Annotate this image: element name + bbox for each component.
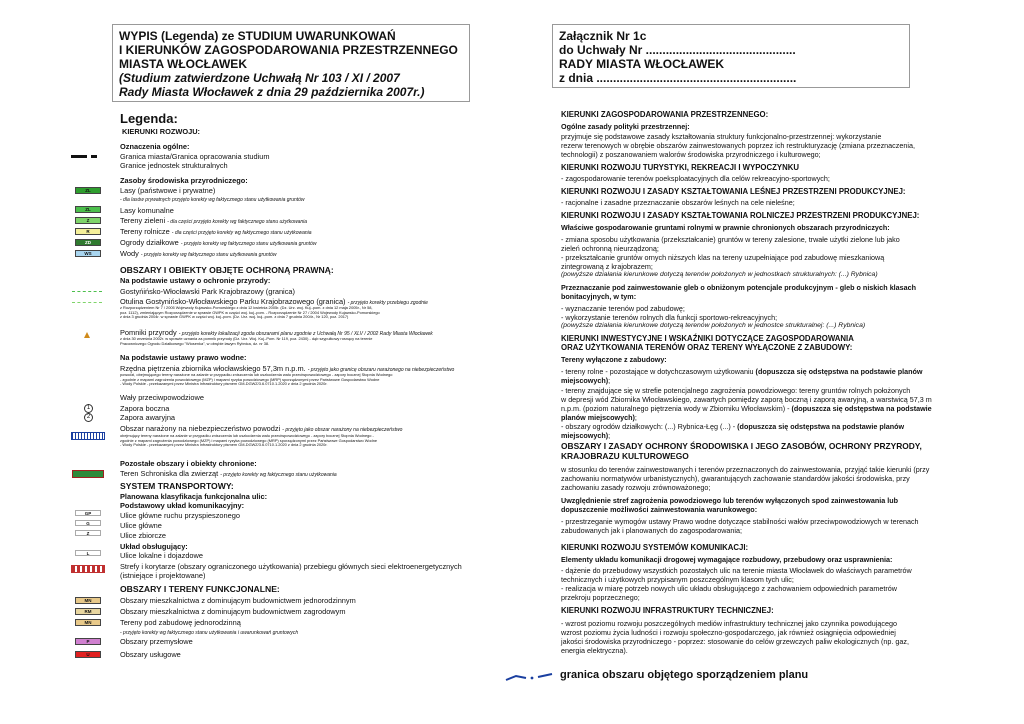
uwzglednienie-text-2: zabudowanych jak i planowanych do zagospodarowania;: [561, 526, 743, 535]
pomnik-note-3: Pracowniczego Ogrodu Działkowego "Wiosenka", w obrębie ławym Rybnica, dz. nr 38.: [120, 340, 270, 346]
plan-boundary-line-icon: [504, 670, 554, 684]
attachment-line-4: z dnia ............................................................: [559, 71, 797, 85]
w2-bold: (dopuszcza się odstępstwa na podstawie: [791, 404, 932, 413]
podstawowy-label: Podstawowy układ komunikacyjny:: [120, 501, 245, 510]
schronisko-symbol: [72, 470, 104, 478]
infrastruktura-text-3: jakości środowiska przyrodniczego - poprzez: stosowanie do celów grzewczych paliw ekologicznych (np. gaz,: [561, 637, 909, 646]
title-line-4: (Studium zatwierdzone Uchwałą Nr 103 / XI / 2007: [119, 71, 400, 85]
symbol-r: R: [75, 228, 101, 235]
title-line-2: I KIERUNKÓW ZAGOSPODAROWANIA PRZESTRZENNEGO: [119, 43, 458, 57]
park-label: Gostyńińsko-Włocławski Park Krajobrazowy (granica): [120, 287, 295, 296]
inwest-heading-1: KIERUNKI INWESTYCYJNE I WSKAŹNIKI DOTYCZĄCE ZAGOSPODAROWANIA: [561, 334, 854, 343]
ogrody-note: - przyjęto korekty wg faktycznego stanu użytkowania gruntów: [180, 241, 317, 247]
legend-title-box: [112, 24, 470, 102]
lasy-note: [120, 195, 305, 205]
ogrody-row: [120, 238, 316, 249]
p-label: Obszary przemysłowe: [120, 637, 193, 646]
tereny-zieleni-row: [120, 216, 307, 227]
flood-zone-symbol: [71, 432, 105, 440]
symbol-u: U: [75, 651, 101, 658]
attachment-line-3: RADY MIASTA WŁOCŁAWEK: [559, 57, 725, 71]
lasy-komunalne-label: Lasy komunalne: [120, 206, 174, 215]
pomnik-note-1: - przyjęto korekty lokalizacji zgoda obszarami planu zgodnie z Uchwałą Nr 95 / XLV / 2002 Rady Miasta Włocławek: [178, 331, 433, 337]
symbol-z: Z: [75, 217, 101, 224]
infrastruktura-text-2: wzrost poziomu życia ludności i rozwoju społeczno-gospodarczego, jak również osiągnięcia odpowiedniej: [561, 628, 896, 637]
symbol-l: L: [75, 550, 101, 556]
wylaczone-label: Tereny wyłączone z zabudowy:: [561, 355, 667, 364]
wylaczone-1-line-2: [561, 377, 610, 386]
rolna-text-4: zintegrowaną z krajobrazem;: [561, 262, 653, 271]
ogolne-text-1: przyjmuje się podstawowe zasady kształtowania struktury funkcjonalno-przestrzennej: wykorzystanie: [561, 132, 882, 141]
symbol-ws: WS: [75, 250, 101, 257]
symbol-zl: ZL: [75, 187, 101, 194]
tereny-rolnicze-note: - dla części przyjęto korekty wg faktycznego stanu użytkowania: [171, 230, 312, 236]
komunikacji-text-1: - dążenie do przebudowy wszystkich pozostałych ulic na terenie miasta Włocławek do właściwych parametrów: [561, 566, 912, 575]
symbol-mn: MN: [75, 597, 101, 604]
wody-row: [120, 249, 276, 260]
lasy-label: Lasy (państwowe i prywatne): [120, 186, 216, 195]
title-line-5: Rady Miasta Włocławek z dnia 29 października 2007r.): [119, 85, 425, 99]
srodowisko-text-1: w stosunku do terenów zainwestowanych i terenów przeznaczonych do zainwestowania, przyjąć takie kierunki (przy: [561, 465, 930, 474]
obszary-funkcjonalne-heading: OBSZARY I TERENY FUNKCJONALNE:: [120, 584, 280, 594]
schronisko-row: [120, 469, 337, 480]
przeznaczanie-text-2: - wykorzystanie terenów rolnych dla funkcji sportowo-rekreacyjnych;: [561, 313, 778, 322]
wylaczone-3-line-1: [561, 423, 904, 432]
pomnik-label: Pomniki przyrody: [120, 328, 177, 337]
wylaczone-3-line-2: [561, 432, 610, 441]
kierunki-rozwoju-label: KIERUNKI ROZWOJU:: [122, 127, 201, 136]
obszary-ochrona-heading: OBSZARY I OBIEKTY OBJĘTE OCHRONĄ PRAWNĄ:: [120, 265, 334, 275]
city-boundary-symbol: [71, 155, 87, 158]
obszar-note-4: - Wody Polskie - przekazanymi przez Ministra Infrastruktury pismem GM-DGWZ/3.6.0710.1.2020 z dnia 2 grudnia 2020r.: [120, 442, 328, 447]
granica-miasta-label: Granica miasta/Granica opracowania studium: [120, 152, 270, 161]
tereny-zieleni-label: Tereny zieleni: [120, 216, 166, 225]
attachment-box: [552, 24, 910, 88]
komunikacji-sub: Elementy układu komunikacji drogowej wymagające rozbudowy, przebudowy oraz usprawnienia:: [561, 555, 893, 564]
w1-text: - tereny rolne - pozostające w dotychczasowym użytkowaniu: [561, 367, 756, 376]
uwzglednienie-line-1: Uwzględnienie stref zagrożenia powodziowego lub terenów wyłączonych spod zainwestowania lub: [561, 496, 899, 505]
kierunki-heading: KIERUNKI ZAGOSPODAROWANIA PRZESTRZENNEGO:: [561, 110, 769, 119]
otulina-label: Otulina Gostynińsko-Włocławskiego Parku Krajobrazowego (granica): [120, 297, 346, 306]
lesna-heading: KIERUNKI ROZWOJU I ZASADY KSZTAŁTOWANIA LEŚNEJ PRZESTRZENI PRODUKCYJNEJ:: [561, 187, 906, 196]
legend-heading: Legenda:: [120, 111, 178, 126]
obszar-note-1: - przyjęto jako obszar narażony na niebezpieczeństwo: [282, 427, 403, 433]
turystyka-heading: KIERUNKI ROZWOJU TURYSTYKI, REKREACJI I WYPOCZYNKU: [561, 163, 799, 172]
w3-text: - obszary ogrodów działkowych: (...) Rybnica-Łęg (...) -: [561, 422, 738, 431]
przeznaczanie-line-1: Przeznaczanie pod zainwestowanie gleb o obniżonym potencjale produkcyjnym - gleb o niskich klasach: [561, 283, 917, 292]
ulice-gp-label: Ulice główne ruchu przyspieszonego: [120, 511, 240, 520]
obszar-label: Obszar narażony na niebezpieczeństwo powodzi: [120, 424, 281, 433]
infrastruktura-heading: KIERUNKI ROZWOJU INFRASTRUKTURY TECHNICZNEJ:: [561, 606, 774, 615]
otulina-note-1: - przyjęto korekty przebiegu zgodnie: [347, 300, 428, 306]
w2-text: n.p.m. (poziom naturalnego piętrzenia wody w Zbiorniku Włocławskim) -: [561, 404, 792, 413]
wylaczone-2-line-1: - tereny znajdujące się w strefie potencjalnego zagrożenia powodziowego: tereny gruntów rolnych położonych: [561, 386, 911, 395]
rzedna-label: Rzędna piętrzenia zbiornika włocławskiego 57,3m n.p.m.: [120, 364, 306, 373]
rolna-heading: KIERUNKI ROZWOJU I ZASADY KSZTAŁTOWANIA ROLNICZEJ PRZESTRZENI PRODUKCYJNEJ:: [561, 211, 920, 220]
srodowisko-text-3: zachowaniu zasady rozwoju zrównoważonego;: [561, 483, 711, 492]
rzedna-note-2: powodzi, obejmującego tereny narażone na zalanie w przypadku zniszczenia lub uszkodzenia wału przeciwpowodziowego - zapory bocznej Stopnia Wodnego: [120, 372, 393, 377]
symbol-zl2: ZL: [75, 206, 101, 213]
title-line-3: MIASTA WŁOCŁAWEK: [119, 57, 247, 71]
przeznaczanie-line-2: bonitacyjnych, w tym:: [561, 292, 637, 301]
srodowisko-text-2: zachowaniu normatywów urbanistycznych), gwarantujących zachowanie standardów jakości środowiska, przy: [561, 474, 910, 483]
symbol-gp: GP: [75, 510, 101, 516]
zapora-awaryjna-icon: 2: [84, 413, 93, 422]
attachment-line-1: Załącznik Nr 1c: [559, 29, 647, 43]
ulice-l-label: Ulice lokalne i dojazdowe: [120, 551, 203, 560]
wylaczone-1-line-1: [561, 368, 922, 377]
title-line-1: WYPIS (Legenda) ze STUDIUM UWARUNKOWAŃ: [119, 29, 396, 43]
strefy-label-1: Strefy i korytarze (obszary ograniczonego użytkowania) przebiegu głównych sieci elektroenergetycznych: [120, 562, 462, 571]
zasoby-label: Zasoby środowiska przyrodniczego:: [120, 176, 248, 185]
przeznaczanie-text-3: (powyższe działania kierunkowe dotyczą terenów położonych w jednostce strukturalnej: (...) Rybnica): [561, 322, 866, 329]
inwest-heading-2: ORAZ UŻYTKOWANIA TERENÓW ORAZ TERENY WYŁĄCZONE Z ZABUDOWY:: [561, 343, 853, 352]
ogolne-text-2: rezerw terenowych w obrębie obszarów zainwestowanych poprzez ich restrukturyzację (zmiana przeznaczenia,: [561, 141, 915, 150]
city-boundary-symbol-dot: [91, 155, 97, 158]
rolna-text-3: - przekształcanie gruntów ornych niższych klas na tereny uzupełniające pod zabudowę mieszkaniową: [561, 253, 885, 262]
tereny-zieleni-note: - dla części przyjęto korekty wg faktycznego stanu użytkowania: [167, 219, 308, 225]
wody-note: - przyjęto korekty wg faktycznego stanu użytkowania gruntów: [140, 252, 277, 258]
w1-bold-2: miejscowych): [561, 376, 609, 385]
otulina-note-3: poz. 1112), zmieniającym Rozporządzenie w sprawie GWPK w części woj. kuj.-pom. - Rozporządzenie Nr 27 / 2004 Wojewody Kujawsko-Pomorskiego: [120, 309, 380, 315]
ulice-z-label: Ulice zbiorcze: [120, 531, 167, 540]
infrastruktura-text-1: - wzrost poziomu rozwoju poszczególnych mediów infrastruktury technicznej jako czynnika powodującego: [561, 619, 897, 628]
ogolne-text-3: technologii) z poszanowaniem walorów środowiska przyrodniczego i kulturowego;: [561, 150, 821, 159]
ulice-g-label: Ulice główne: [120, 521, 162, 530]
w3-bold: (dopuszcza się odstępstwa na podstawie planów: [737, 422, 905, 431]
attachment-line-2: do Uchwały Nr .............................................: [559, 43, 796, 57]
planowana-label: Planowana klasyfikacja funkcjonalna ulic:: [120, 492, 268, 501]
w1-semicolon: ;: [608, 376, 611, 385]
ogolne-label: Ogólne zasady polityki przestrzennej:: [561, 122, 690, 131]
plan-boundary-label: granica obszaru objętego sporządzeniem planu: [560, 669, 809, 681]
symbol-mn2: MN: [75, 619, 101, 626]
schronisko-note: - przyjęto korekty wg faktycznego stanu użytkowania: [220, 472, 337, 478]
komunikacji-text-3: - realizacja w miarę potrzeb nowych ulic układu obsługującego z zachowaniem odpowiednich parametrów: [561, 584, 897, 593]
tereny-rolnicze-label: Tereny rolnicze: [120, 227, 170, 236]
otulina-boundary-symbol: [72, 302, 102, 303]
rolna-text-1: - zmiana sposobu użytkowania (przekształcanie) gruntów w tereny zalesione, trwałe użytki zielone lub jako: [561, 235, 900, 244]
zapora-boczna-label: Zapora boczna: [120, 404, 170, 413]
w3-semicolon: ;: [608, 431, 611, 440]
lasy-note-text: - dla lasów prywatnych przyjęto korekty wg faktycznego stanu użytkowania gruntów: [120, 197, 305, 203]
mn-label: Obszary mieszkalnictwa z dominującym budownictwem jednorodzinnym: [120, 596, 356, 605]
wylaczone-2-line-2: w depresji wód Zbiornika Włocławskiego, zawartych pomiędzy zaporą boczną i zaporą awaryjną, a warstwicą 57,3 m: [561, 395, 932, 404]
zapora-boczna-icon: 1: [84, 404, 93, 413]
schronisko-label: Teren Schroniska dla zwierząt: [120, 469, 219, 478]
symbol-g: G: [75, 520, 101, 526]
zapora-awaryjna-label: Zapora awaryjna: [120, 413, 176, 422]
park-boundary-symbol: [72, 291, 102, 292]
otulina-note-4: z dnia 3 grudnia 2004r. w sprawie GWPK w części woj. kuj.-pom. (Dz. Urz. woj. kuj.-pom. z dnia 7 grudnia 2004r., Nr 120, poz. 2017): [120, 314, 349, 319]
rzedna-note-1: - przyjęto jako granicę obszaru narażonego na niebezpieczeństwo: [307, 367, 455, 373]
symbol-z-street: Z: [75, 530, 101, 536]
pomnik-note-2: z dnia 30 września 2002r. w sprawie uznania za pomnik przyrody (Dz. Urz. Woj. Kuj.-Pom. Nr 119, poz. 2430) - dąb szypułkowy rosnący na terenie: [120, 336, 373, 341]
symbol-p: P: [75, 638, 101, 645]
granice-jednostek-label: Granice jednostek strukturalnych: [120, 161, 228, 170]
srodowisko-heading-1: OBSZARY I ZASADY OCHRONY ŚRODOWISKA I JEGO ZASOBÓW, OCHRONY PRZYRODY,: [561, 441, 922, 451]
wody-label: Wody: [120, 249, 139, 258]
komunikacji-text-2: technicznych i użytkowych przypisanym poszczególnym klasom tych ulic;: [561, 575, 794, 584]
symbol-rm: RM: [75, 608, 101, 615]
obszar-note-2: obejmujący tereny narażone na zalanie w przypadku zniszczenia lub uszkodzenia wału przeciwpowodziowego - zapory bocznej Stopnia Wodnego -: [120, 433, 374, 438]
system-heading: SYSTEM TRANSPORTOWY:: [120, 481, 234, 491]
rm-label: Obszary mieszkalnictwa z dominującym budownictwem zagrodowym: [120, 607, 346, 616]
u-label: Obszary usługowe: [120, 650, 181, 659]
w1-bold: (dopuszcza się odstępstwa na podstawie planów: [755, 367, 923, 376]
komunikacji-heading: KIERUNKI ROZWOJU SYSTEMÓW KOMUNIKACJI:: [561, 543, 749, 552]
rolna-sub: Właściwe gospodarowanie gruntami rolnymi w prawnie chronionych obszarach przyrodniczych:: [561, 223, 890, 232]
ogrody-label: Ogrody działkowe: [120, 238, 179, 247]
podstawa-przyrody-label: Na podstawie ustawy o ochronie przyrody:: [120, 276, 271, 285]
rolna-text-5: (powyższe działania kierunkowe dotyczą terenów położonych w jednostkach strukturalnych: (...) Rybnica): [561, 271, 878, 278]
komunikacji-text-4: przekroju poprzecznego;: [561, 593, 640, 602]
obszar-note-3: zgodnie z mapami zagrożenia powodziowego (MZP) i mapami ryzyka powodziowego (MRP) sporządzonymi przez Państwowe Gospodarstwo Wodne: [120, 437, 378, 443]
infrastruktura-text-4: energia elektryczna).: [561, 646, 628, 655]
strefy-label-2: (istniejące i projektowane): [120, 571, 206, 580]
symbol-zd: ZD: [75, 239, 101, 246]
tereny-pod-label: Tereny pod zabudowę jednorodzinną: [120, 618, 241, 627]
rzedna-note-4: - Wody Polskie - przekazanymi przez Ministra Infrastruktury pismem GM-DGWZ/3.6.0710.1.2020 z dnia 2 grudnia 2020r.: [120, 381, 328, 386]
w2-bold-2: planów miejscowych): [561, 413, 635, 422]
uwzglednienie-line-2: dopuszczenie możliwości zainwestowania warunkowego:: [561, 505, 758, 514]
turystyka-text-1: - zagospodarowanie terenów poeksploatacyjnych dla celów rekreacyjno-sportowych;: [561, 174, 830, 183]
uwzglednienie-text-1: - przestrzeganie wymogów ustawy Prawo wodne dotyczące stabilności wałów przeciwpowodziowych w terenach: [561, 517, 919, 526]
lesna-text-1: - racjonalne i zasadne przeznaczanie obszarów leśnych na cele nieleśne;: [561, 198, 795, 207]
srodowisko-heading-2: KRAJOBRAZU KULTUROWEGO: [561, 451, 689, 461]
uklad-obslugujacy-label: Układ obsługujący:: [120, 542, 188, 551]
w2-semicolon: ;: [634, 413, 637, 422]
pozostale-label: Pozostałe obszary i obiekty chronione:: [120, 459, 257, 468]
power-corridor-symbol: [71, 565, 105, 573]
przeznaczanie-text-1: - wyznaczanie terenów pod zabudowę;: [561, 304, 685, 313]
podstawa-wodne-label: Na podstawie ustawy prawo wodne:: [120, 353, 247, 362]
waly-label: Wały przeciwpowodziowe: [120, 393, 204, 402]
rzedna-note-3: - zgodnie z mapami zagrożenia powodziowego (MZP) i mapami ryzyka powodziowego (MRP) sporządzonymi przez Państwowe Gospodarstwo Wodne: [120, 376, 380, 382]
otulina-note-2: z Rozporządzeniem Nr 7 / 2005 Wojewody Kujawsko-Pomorskiego z dnia 12 kwietnia 2005r. (Dz. Urz. woj. Kuj.-pom. z dnia 12 maja 2005r., Nr 58,: [120, 305, 373, 310]
oznaczenia-ogolne-label: Oznaczenia ogólne:: [120, 142, 190, 151]
w3-bold-2: miejscowych): [561, 431, 609, 440]
pomnik-icon: [84, 332, 90, 338]
rolna-text-2: zieleń ochronną nieurządzoną;: [561, 244, 659, 253]
tereny-rolnicze-row: [120, 227, 312, 238]
tereny-pod-note: - przyjęto korekty wg faktycznego stanu użytkowania i uwarunkowań gruntowych: [120, 630, 299, 636]
